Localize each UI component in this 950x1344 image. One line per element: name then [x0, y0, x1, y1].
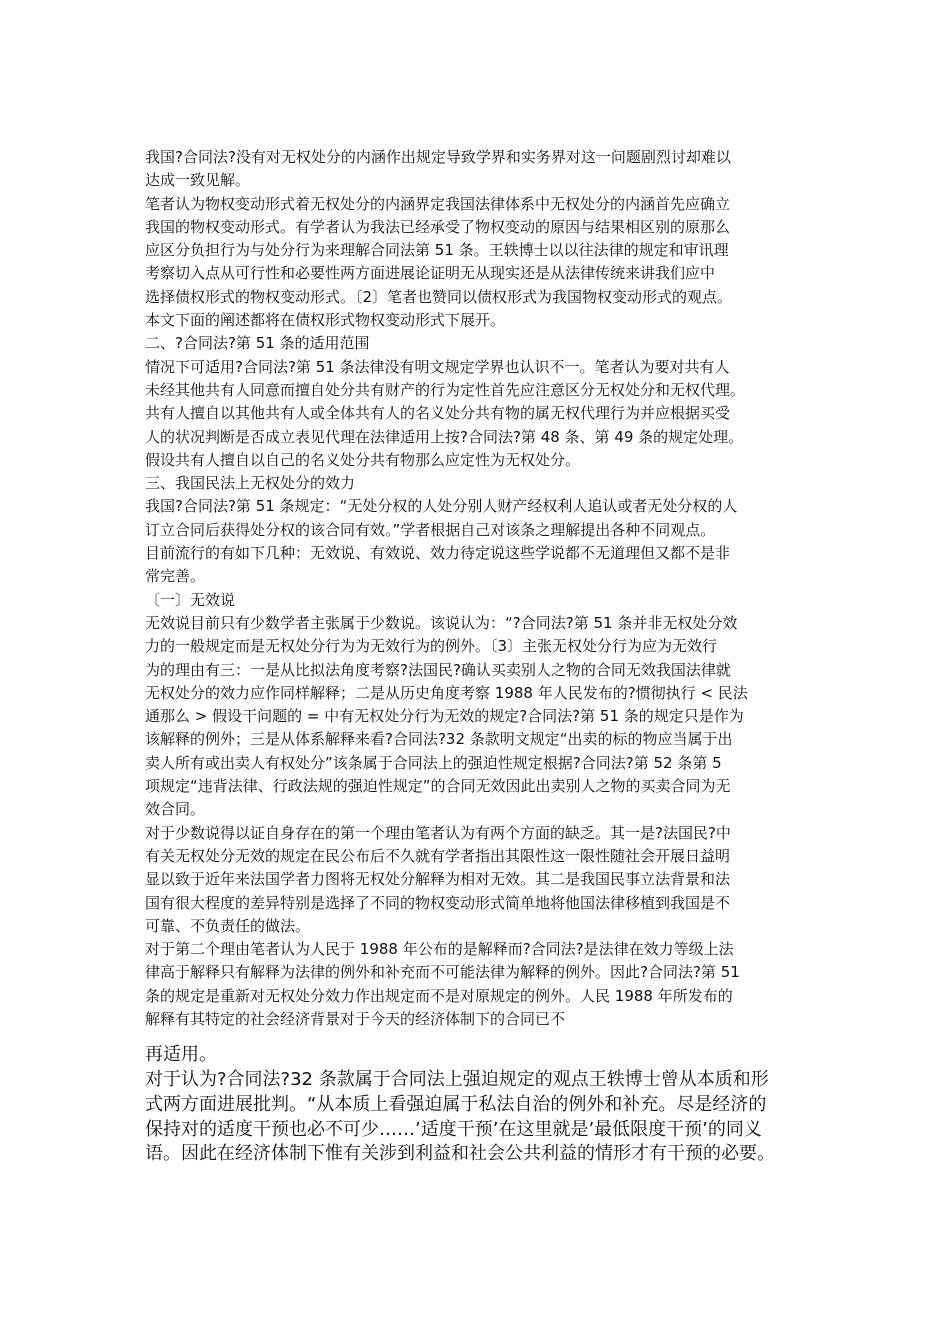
text-line: 本文下面的阐述都将在债权形式物权变动形式下展开。 — [145, 311, 506, 330]
text-line: 二、?合同法?第 51 条的适用范围 — [145, 334, 370, 353]
text-line: 对于少数说得以证自身存在的第一个理由笔者认为有两个方面的缺乏。其一是?法国民?中 — [145, 823, 731, 842]
text-line: 该解释的例外；三是从体系解释来看?合同法?32 条款明文规定“出卖的标的物应当属于出 — [145, 730, 733, 749]
text-line: 为的理由有三：一是从比拟法角度考察?法国民?确认买卖别人之物的合同无效我国法律就 — [145, 660, 731, 679]
text-block-large — [145, 1043, 815, 1167]
text-line: 我国?合同法?第 51 条规定：“无处分权的人处分别人财产经权利人追认或者无处分权的人 — [145, 497, 738, 516]
text-line: 律高于解释只有解释为法律的例外和补充而不可能法律为解释的例外。因此?合同法?第 51 — [145, 963, 740, 982]
text-line: 可靠、不负责任的做法。 — [145, 916, 311, 935]
text-line: 力的一般规定而是无权处分行为为无效行为的例外。〔3〕主张无权处分行为应为无效行 — [145, 637, 718, 656]
text-line: 解释有其特定的社会经济背景对于今天的经济体制下的合同已不 — [145, 1009, 566, 1028]
text-line: 保持对的适度干预也必不可少……’适度干预’在这里就是’最低限度干预’的同义 — [145, 1118, 762, 1140]
text-line: 人的状况判断是否成立表见代理在法律适用上按?合同法?第 48 条、第 49 条的规定处理。 — [145, 427, 744, 446]
text-line: 再适用。 — [145, 1044, 217, 1066]
text-block-small — [145, 146, 815, 1031]
document-page — [145, 146, 815, 1167]
text-line: 通那么 > 假设干问题的 = 中有无权处分行为无效的规定?合同法?第 51 条的规定只是作为 — [145, 707, 744, 726]
text-line: 语。因此在经济体制下惟有关涉到利益和社会公共利益的情形才有干预的必要。 — [145, 1143, 775, 1165]
text-line: 对于第二个理由笔者认为人民于 1988 年公布的是解释而?合同法?是法律在效力等级上法 — [145, 940, 734, 959]
text-line: 效合同。 — [145, 800, 206, 819]
text-line: 达成一致见解。 — [145, 171, 251, 190]
text-line: 应区分负担行为与处分行为来理解合同法第 51 条。王轶博士以以往法律的规定和审讯理 — [145, 241, 729, 260]
text-line: 无权处分的效力应作同样解释；二是从历史角度考察 1988 年人民发布的?惯彻执行 < 民法 — [145, 683, 748, 702]
text-line: 三、我国民法上无权处分的效力 — [145, 474, 356, 493]
text-line: 我国?合同法?没有对无权处分的内涵作出规定导致学界和实务界对这一问题剧烈讨却难以 — [145, 148, 731, 166]
text-line: 未经其他共有人同意而擅自处分共有财产的行为定性首先应注意区分无权处分和无权代理。 — [145, 380, 746, 399]
text-line: 国有很大程度的差异特别是选择了不同的物权变动形式简单地将他国法律移植到我国是不 — [145, 893, 731, 912]
text-line: 显以致于近年来法国学者力图将无权处分解释为相对无效。其二是我国民事立法背景和法 — [145, 870, 731, 889]
text-line: 共有人擅自以其他共有人或全体共有人的名义处分共有物的属无权代理行为并应根据买受 — [145, 404, 731, 423]
text-line: 假设共有人擅自以自己的名义处分共有物那么应定性为无权处分。 — [145, 450, 581, 469]
text-line: 式两方面进展批判。“从本质上看强迫属于私法自治的例外和补充。尽是经济的 — [145, 1093, 767, 1115]
text-line: 有关无权处分无效的规定在民公布后不久就有学者指出其限性这一限性随社会开展日益明 — [145, 846, 731, 865]
text-line: 考察切入点从可行性和必要性两方面进展论证明无从现实还是从法律传统来讲我们应中 — [145, 264, 716, 283]
text-line: 无效说目前只有少数学者主张属于少数说。该说认为：“?合同法?第 51 条并非无权处分效 — [145, 613, 738, 632]
text-line: 条的规定是重新对无权处分效力作出规定而不是对原规定的例外。人民 1988 年所发布的 — [145, 986, 733, 1005]
text-line: 〔一〕无效说 — [145, 590, 236, 609]
text-line: 目前流行的有如下几种：无效说、有效说、效力待定说这些学说都不无道理但又都不是非 — [145, 544, 731, 563]
text-line: 选择债权形式的物权变动形式。〔2〕笔者也赞同以债权形式为我国物权变动形式的观点。 — [145, 287, 733, 306]
text-line: 笔者认为物权变动形式着无权处分的内涵界定我国法律体系中无权处分的内涵首先应确立 — [145, 194, 731, 213]
text-line: 订立合同后获得处分权的该合同有效。”学者根据自己对该条之理解提出各种不同观点。 — [145, 520, 716, 539]
text-line: 项规定“违背法律、行政法规的强迫性规定”的合同无效因此出卖别人之物的买卖合同为无 — [145, 777, 731, 796]
text-line: 常完善。 — [145, 567, 206, 586]
text-line: 对于认为?合同法?32 条款属于合同法上强迫规定的观点王轶博士曾从本质和形 — [145, 1069, 769, 1091]
text-line: 卖人所有或出卖人有权处分”该条属于合同法上的强迫性规定根据?合同法?第 52 条第 5 — [145, 753, 722, 772]
text-line: 情况下可适用?合同法?第 51 条法律没有明文规定学界也认识不一。笔者认为要对共有人 — [145, 357, 730, 376]
text-line: 我国的物权变动形式。有学者认为我法已经承受了物权变动的原因与结果相区别的原那么 — [145, 217, 731, 236]
